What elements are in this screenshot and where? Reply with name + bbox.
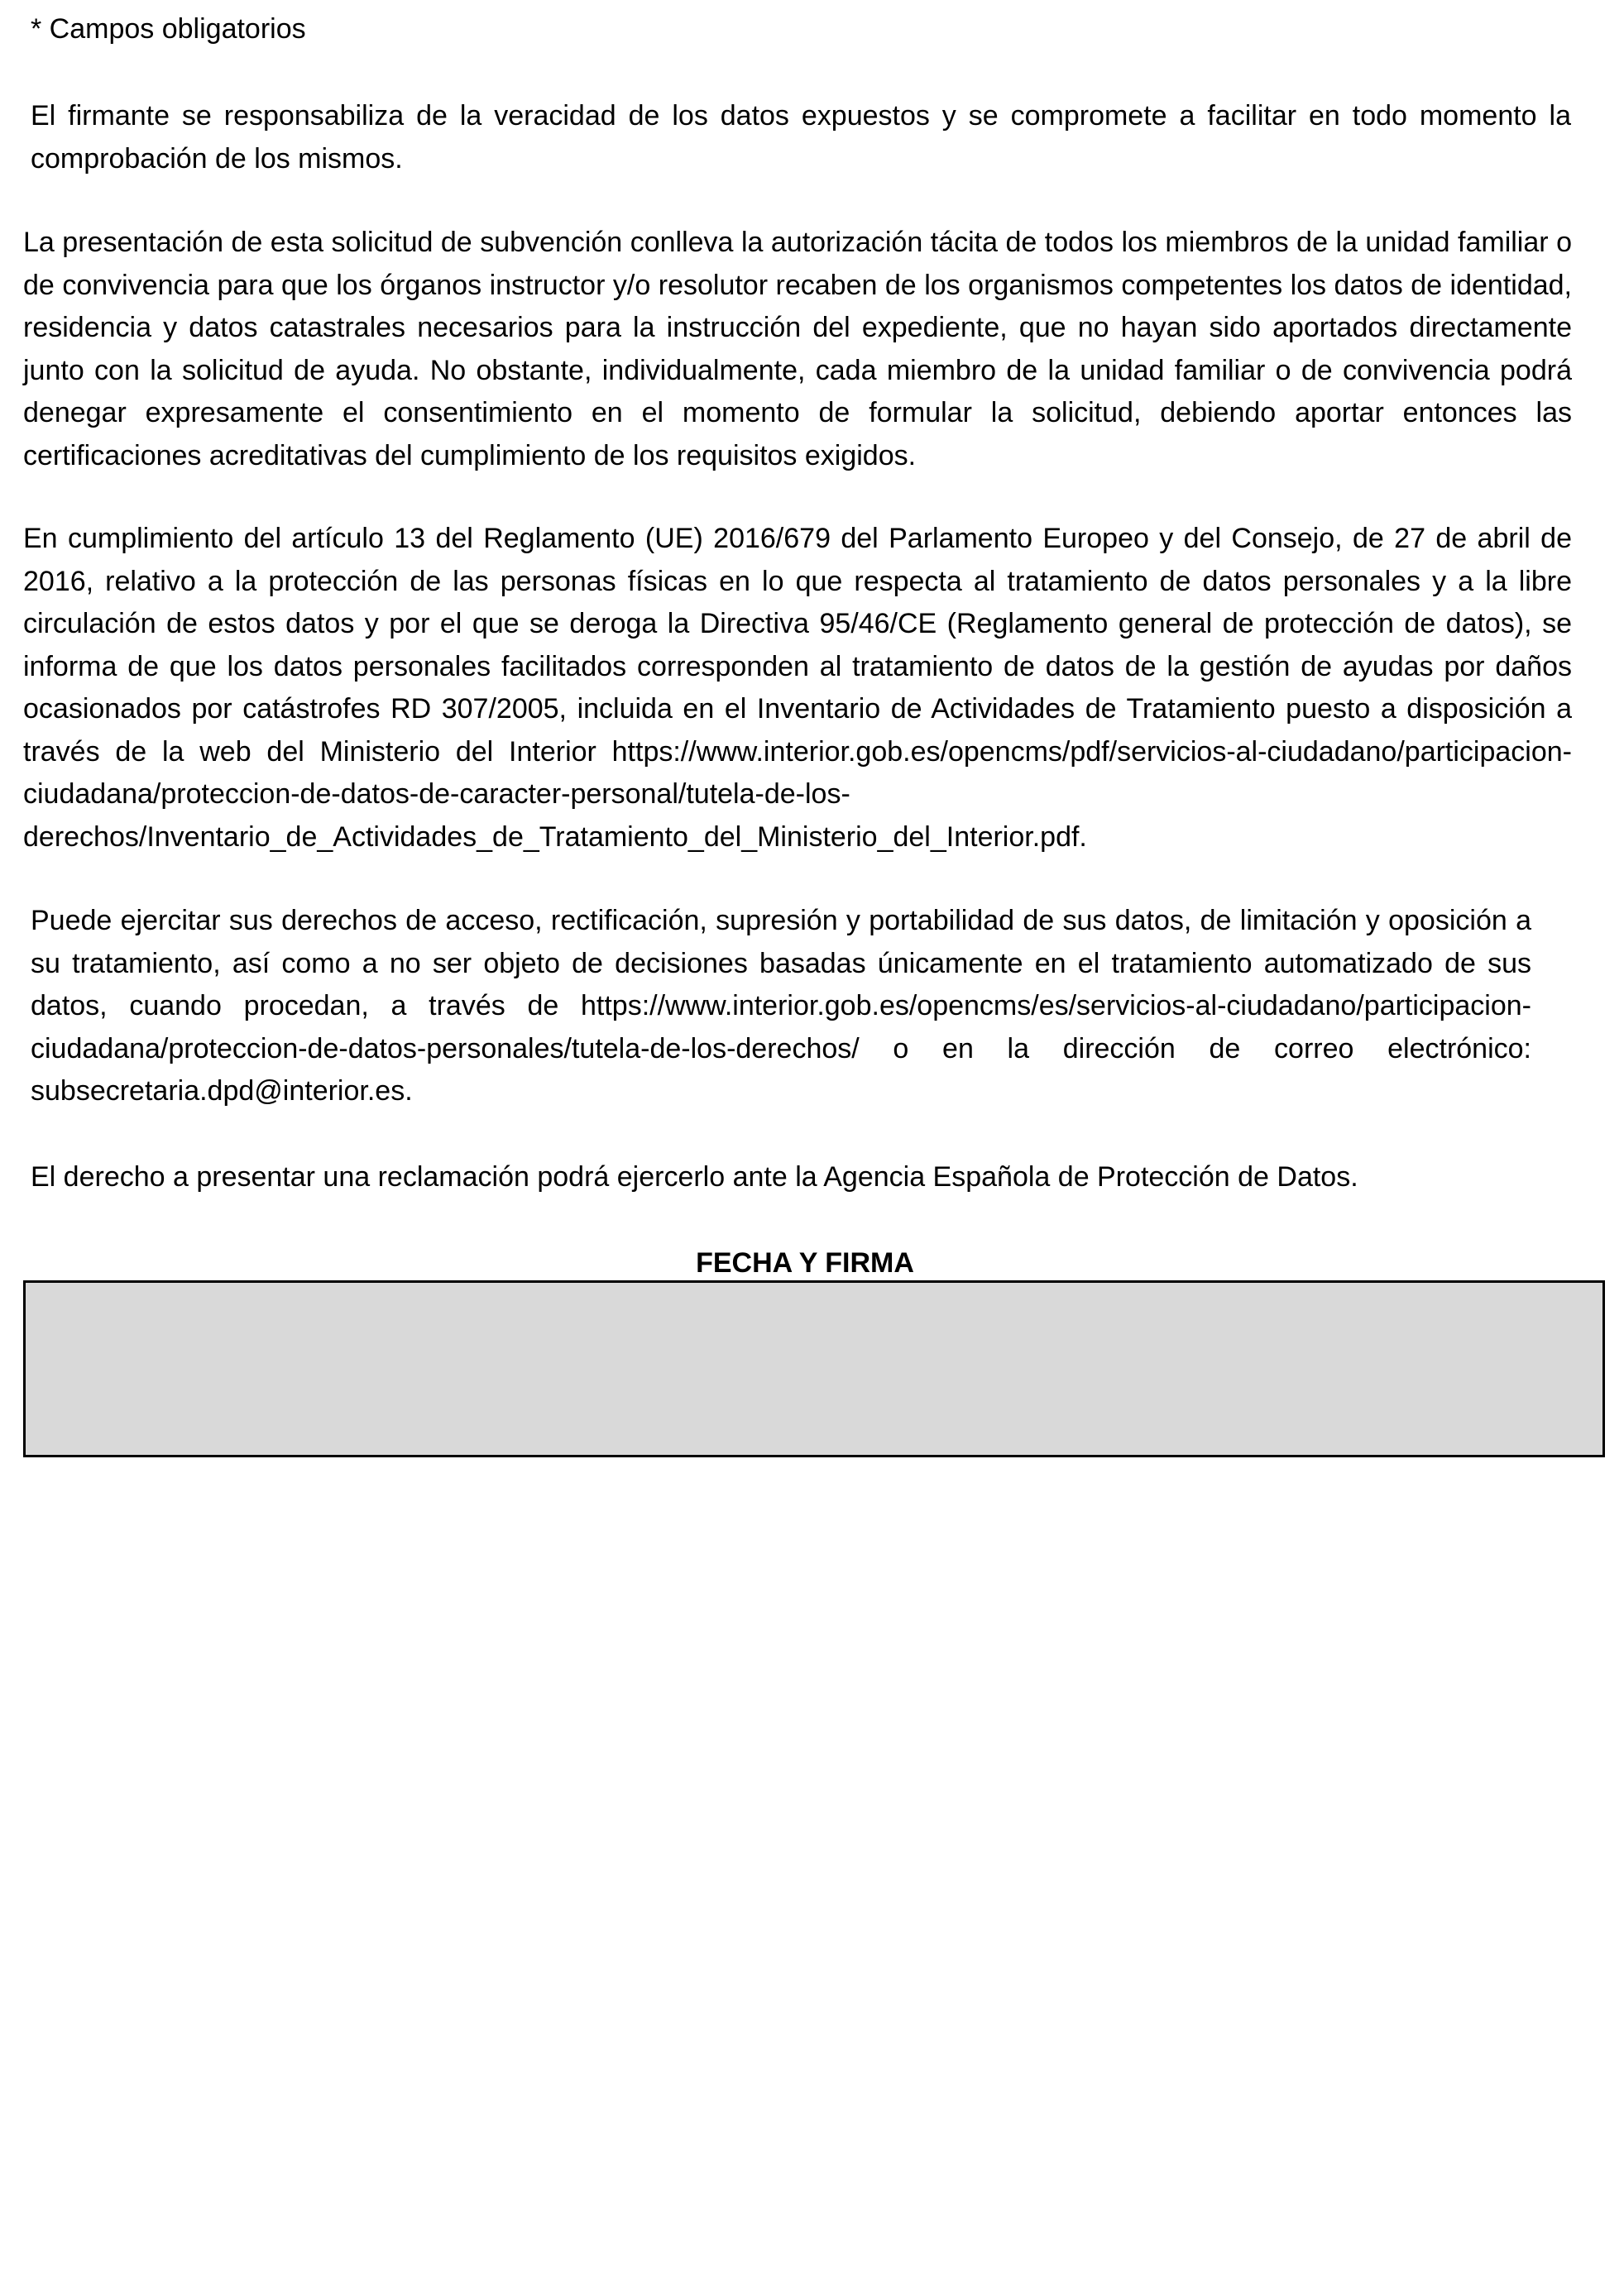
required-fields-note: * Campos obligatorios	[31, 13, 306, 45]
paragraph-rights: Puede ejercitar sus derechos de acceso, rectificación, supresión y portabilidad de sus datos, de limitación y oposición a su tratamiento, así como a no ser objeto de decisiones basadas únicamente en el tratamiento automatizado de sus datos, cuando procedan, a través de https://www.interior.gob.es/opencms/es/servicios-al-ciudadano/participacion- ciudadana/proteccion-de-datos-personales/tutela-de-los-derechos/ o en la dirección de correo electrónico: subsecretaria.dpd@interior.es.	[31, 905, 1531, 1107]
signature-box[interactable]	[23, 1280, 1605, 1457]
paragraph-responsibility: El firmante se responsabiliza de la veracidad de los datos expuestos y se compromete a facilitar en todo momento la comprobación de los mismos.	[31, 100, 1571, 175]
paragraph-data-protection: En cumplimiento del artículo 13 del Reglamento (UE) 2016/679 del Parlamento Europeo y del Consejo, de 27 de abril de 2016, relativo a la protección de las personas físicas en lo que respecta al tratamiento de datos personales y a la libre circulación de estos datos y por el que se deroga la Directiva 95/46/CE (Reglamento general de protección de datos), se informa de que los datos personales facilitados corresponden al tratamiento de datos de la gestión de ayudas por daños ocasionados por catástrofes RD 307/2005, incluida en el Inventario de Actividades de Tratamiento puesto a disposición a través de la web del Ministerio del Interior https://www.interior.gob.es/opencms/pdf/servicios-al-ciudadano/participacion-ciudadana/proteccion-de-datos-de-caracter-personal/tutela-de-los-derechos/Inventario_de_Actividades_de_Tratamiento_del_Ministerio_del_Interior.pdf.	[23, 523, 1572, 853]
signature-label: FECHA Y FIRMA	[696, 1247, 914, 1279]
paragraph-complaint: El derecho a presentar una reclamación podrá ejercerlo ante la Agencia Española de Protección de Datos.	[31, 1161, 1358, 1193]
paragraph-authorization: La presentación de esta solicitud de subvención conlleva la autorización tácita de todos los miembros de la unidad familiar o de convivencia para que los órganos instructor y/o resolutor recaben de los organismos competentes los datos de identidad, residencia y datos catastrales necesarios para la instrucción del expediente, que no hayan sido aportados directamente junto con la solicitud de ayuda. No obstante, individualmente, cada miembro de la unidad familiar o de convivencia podrá denegar expresamente el consentimiento en el momento de formular la solicitud, debiendo aportar entonces las certificaciones acreditativas del cumplimiento de los requisitos exigidos.	[23, 227, 1572, 471]
